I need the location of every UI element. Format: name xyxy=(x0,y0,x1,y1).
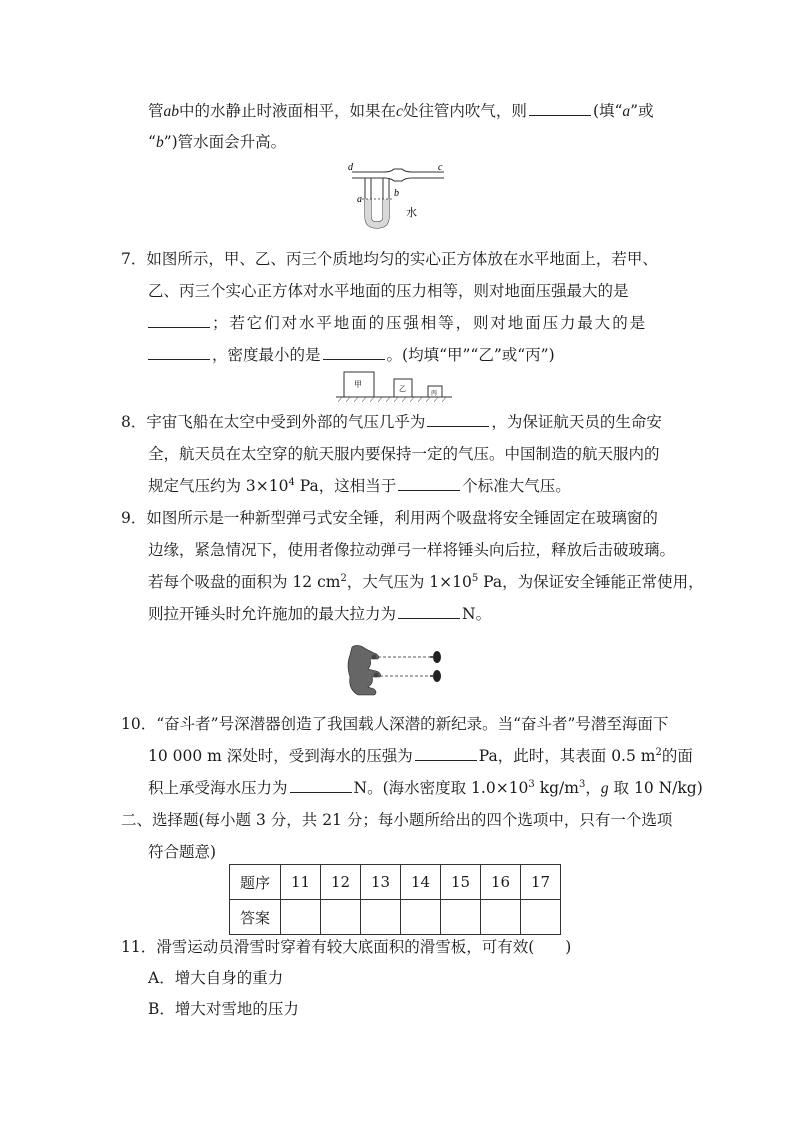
q8-line2: 全，航天员在太空穿的航天服内要保持一定的气压。中国制造的航天服内的 xyxy=(148,445,660,463)
table-cell: 11 xyxy=(281,865,321,900)
q10-line2: 10 000 m 深处时，受到海水的压强为 Pa，此时，其表面 0.5 $m^2$的面 xyxy=(148,747,693,765)
q8-line1: 8．宇宙飞船在太空中受到外部的气压几乎为 ，为保证航天员的生命安 xyxy=(121,413,662,431)
label-water: 水 xyxy=(406,206,417,219)
answer-blank[interactable] xyxy=(148,344,210,360)
block-jia-label: 甲 xyxy=(354,380,362,389)
answer-cell[interactable] xyxy=(321,900,361,935)
table-header-cell: 答案 xyxy=(230,900,281,935)
q7-line2: 乙、丙三个实心正方体对水平地面的压力相等，则对地面压强最大的是 xyxy=(148,282,629,300)
answer-cell[interactable] xyxy=(281,900,321,935)
answer-blank[interactable] xyxy=(290,777,352,793)
q7-line3: ；若它们对水平地面的压强相等，则对地面压力最大的是 xyxy=(148,312,647,334)
table-cell: 14 xyxy=(401,865,441,900)
answer-blank[interactable] xyxy=(415,745,477,761)
answer-cell[interactable] xyxy=(481,900,521,935)
q9-line1: 9．如图所示是一种新型弹弓式安全锤，利用两个吸盘将安全锤固定在玻璃窗的 xyxy=(121,509,658,527)
q7-line4: ，密度最小的是 。(均填“甲”“乙”或“丙”) xyxy=(148,344,555,366)
q6-line1: 管ab中的水静止时液面相平，如果在c处往管内吹气，则 (填“a”或 xyxy=(148,102,654,120)
answer-blank[interactable] xyxy=(148,312,210,328)
section-2-heading-cont: 符合题意) xyxy=(148,843,217,861)
table-cell: 17 xyxy=(521,865,561,900)
table-row xyxy=(230,865,561,900)
q7-line1: 7．如图所示，甲、乙、丙三个质地均匀的实心正方体放在水平地面上，若甲、 xyxy=(121,250,658,268)
section-2-heading: 二、选择题(每小题 3 分，共 21 分；每小题所给出的四个选项中，只有一个选项 xyxy=(121,811,673,829)
answer-cell[interactable] xyxy=(441,900,481,935)
q8-line3: 规定气压约为 $3\times 10^4$ Pa，这相当于 个标准大气压。 xyxy=(148,477,571,495)
answer-blank[interactable] xyxy=(398,475,460,491)
q9-line4: 则拉开锤头时允许施加的最大拉力为 N。 xyxy=(148,605,492,623)
block-yi-label: 乙 xyxy=(399,385,406,393)
answer-blank[interactable] xyxy=(323,344,385,360)
safety-hammer-figure xyxy=(344,641,448,701)
table-cell: 15 xyxy=(441,865,481,900)
label-c: c xyxy=(438,162,443,173)
label-a: a xyxy=(357,194,362,205)
q11-option-a[interactable]: A．增大自身的重力 xyxy=(148,969,284,987)
answer-cell[interactable] xyxy=(521,900,561,935)
cubes-figure xyxy=(334,369,454,403)
answer-cell[interactable] xyxy=(361,900,401,935)
answer-table xyxy=(229,864,561,935)
q10-line1: 10．“奋斗者”号深潜器创造了我国载人深潜的新纪录。当“奋斗者”号潜至海面下 xyxy=(121,715,669,733)
answer-blank[interactable] xyxy=(398,603,460,619)
q11-option-b[interactable]: B．增大对雪地的压力 xyxy=(148,1000,299,1018)
table-header-cell: 题序 xyxy=(230,865,281,900)
table-cell: 16 xyxy=(481,865,521,900)
answer-cell[interactable] xyxy=(401,900,441,935)
table-row xyxy=(230,900,561,935)
label-b: b xyxy=(394,188,399,199)
table-cell: 13 xyxy=(361,865,401,900)
answer-blank[interactable] xyxy=(427,411,489,427)
q9-line3: 若每个吸盘的面积为 12 $cm^2$，大气压为 $1\times 10^5$ Pa，为保证安全锤能正常使用， xyxy=(148,573,704,591)
label-d: d xyxy=(348,162,353,173)
q11-stem: 11．滑雪运动员滑雪时穿着有较大底面积的滑雪板，可有效( ) xyxy=(121,938,572,956)
table-cell: 12 xyxy=(321,865,361,900)
block-bing-label: 丙 xyxy=(431,390,438,397)
q10-line3: 积上承受海水压力为 N。(海水密度取 $1.0\times 10^3$ $kg/m^3$，g 取 10 N/kg) xyxy=(148,779,703,797)
answer-blank[interactable] xyxy=(529,100,591,116)
u-tube-figure xyxy=(344,162,448,232)
q6-line2: “b”)管水面会升高。 xyxy=(148,133,287,151)
q9-line2: 边缘，紧急情况下，使用者像拉动弹弓一样将锤头向后拉，释放后击破玻璃。 xyxy=(148,541,676,559)
